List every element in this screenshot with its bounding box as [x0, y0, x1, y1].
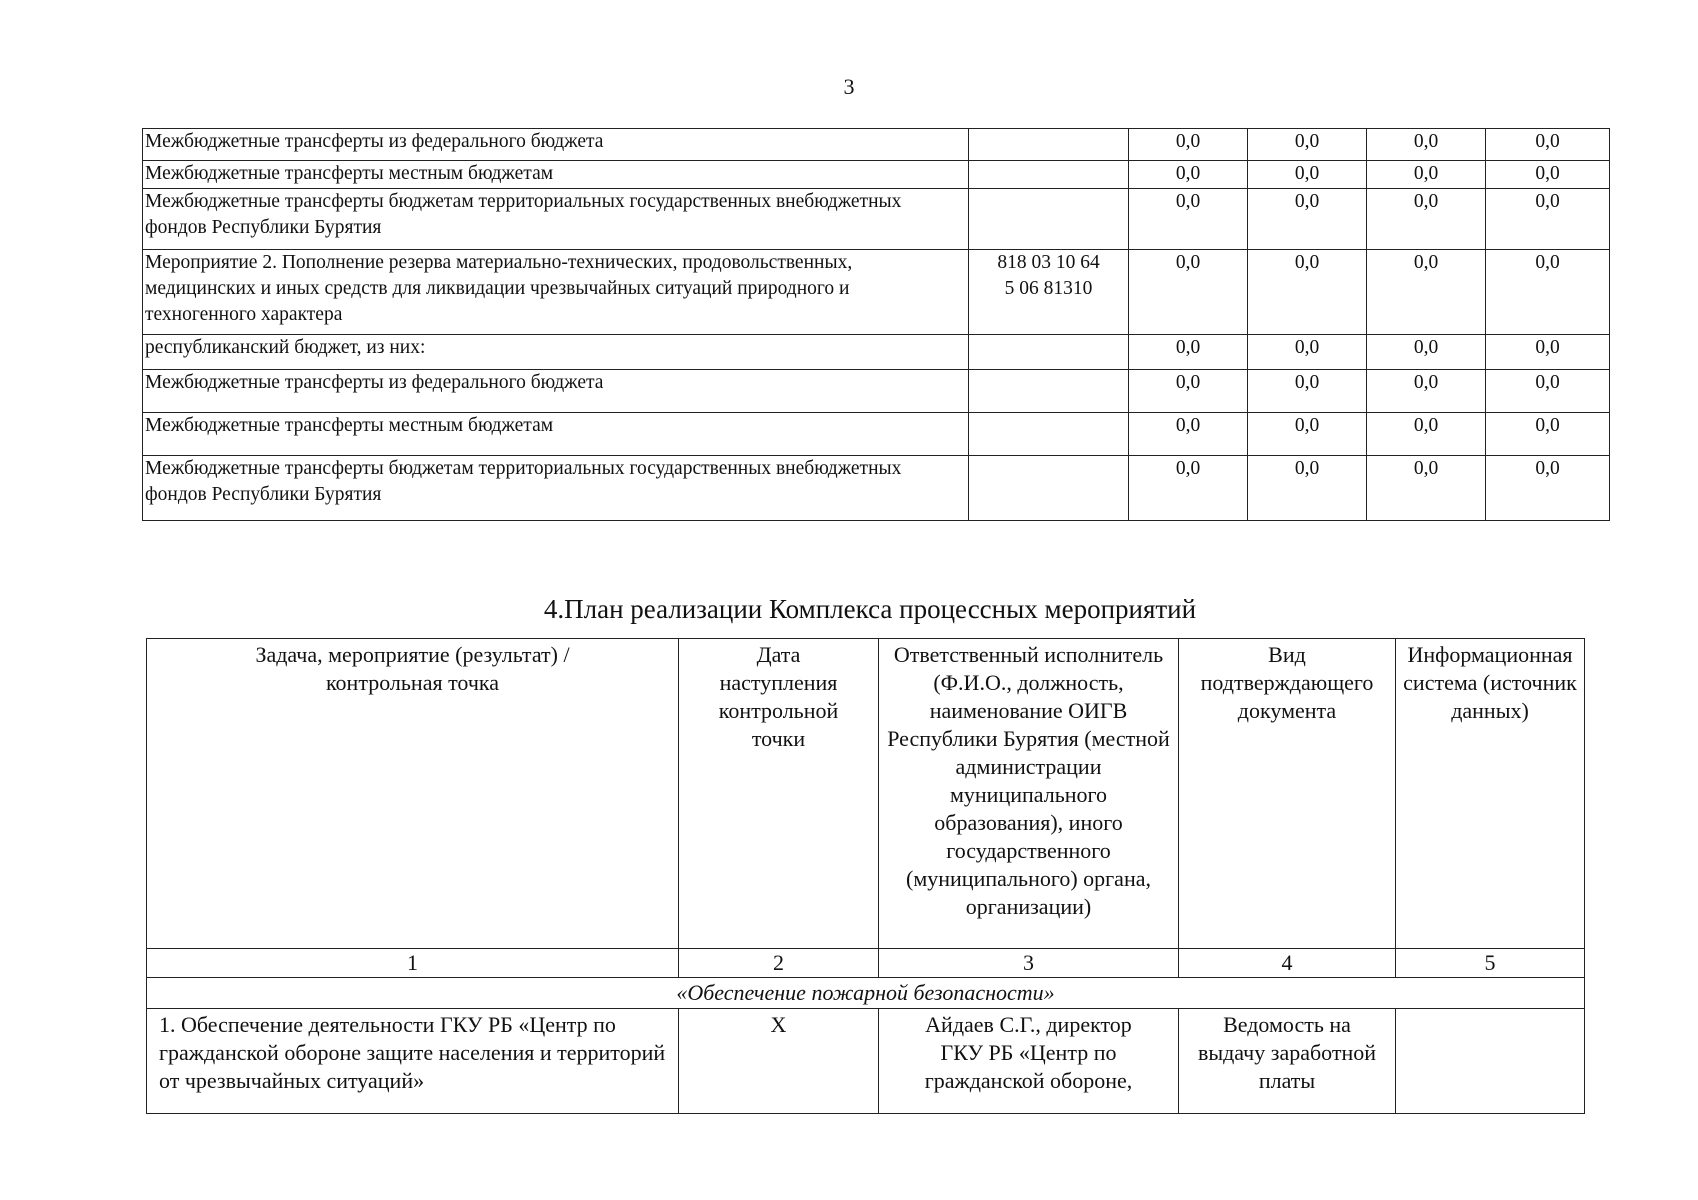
- finance-row: [143, 161, 1610, 189]
- finance-value-cell: 0,0: [1367, 370, 1486, 413]
- finance-value-cell: 0,0: [1129, 250, 1248, 335]
- plan-system: [1396, 1009, 1585, 1114]
- finance-value-cell: 0,0: [1486, 335, 1610, 370]
- finance-value-cell: 0,0: [1367, 129, 1486, 161]
- header-system: Информационная система (источник данных): [1396, 639, 1585, 949]
- finance-row-name: Межбюджетные трансферты местным бюджетам: [143, 161, 969, 189]
- plan-table: [146, 638, 1585, 1114]
- header-document: Вид подтверждающего документа: [1179, 639, 1396, 949]
- finance-value-cell: 0,0: [1248, 335, 1367, 370]
- finance-row-name: Мероприятие 2. Пополнение резерва материально-технических, продовольственных, медицинских и иных средств для ликвидации чрезвычайных ситуаций природного и техногенного характера: [143, 250, 969, 335]
- finance-value-cell: 0,0: [1486, 161, 1610, 189]
- plan-header-row: [147, 639, 1585, 949]
- finance-row: [143, 189, 1610, 250]
- finance-row-code: [969, 456, 1129, 521]
- plan-row: [147, 1009, 1585, 1114]
- finance-row-name: Межбюджетные трансферты бюджетам территориальных государственных внебюджетных фондов Республики Бурятия: [143, 189, 969, 250]
- column-number: 4: [1179, 949, 1396, 978]
- finance-row-name: Межбюджетные трансферты из федерального бюджета: [143, 129, 969, 161]
- page-number: 3: [843, 74, 855, 99]
- finance-value-cell: 0,0: [1248, 250, 1367, 335]
- section-label: «Обеспечение пожарной безопасности»: [147, 978, 1585, 1009]
- finance-value-cell: 0,0: [1486, 413, 1610, 456]
- finance-value-cell: 0,0: [1367, 413, 1486, 456]
- finance-row: [143, 129, 1610, 161]
- finance-value-cell: 0,0: [1367, 161, 1486, 189]
- finance-value-cell: 0,0: [1486, 370, 1610, 413]
- finance-value-cell: 0,0: [1129, 370, 1248, 413]
- column-number: 1: [147, 949, 679, 978]
- finance-value-cell: 0,0: [1248, 413, 1367, 456]
- finance-row-name: республиканский бюджет, из них:: [143, 335, 969, 370]
- finance-row: [143, 370, 1610, 413]
- plan-section-row: [147, 978, 1585, 1009]
- section-title: 4.План реализации Комплекса процессных мероприятий: [543, 594, 1197, 624]
- finance-value-cell: 0,0: [1129, 189, 1248, 250]
- finance-value-cell: 0,0: [1486, 250, 1610, 335]
- finance-value-cell: 0,0: [1486, 456, 1610, 521]
- finance-value-cell: 0,0: [1248, 189, 1367, 250]
- finance-row-code: [969, 413, 1129, 456]
- plan-responsible: Айдаев С.Г., директор ГКУ РБ «Центр по гражданской обороне,: [879, 1009, 1179, 1114]
- finance-value-cell: 0,0: [1248, 456, 1367, 521]
- header-task: Задача, мероприятие (результат) / контрольная точка: [147, 639, 679, 949]
- header-responsible: Ответственный исполнитель (Ф.И.О., должность, наименование ОИГВ Республики Бурятия (местной администрации муниципального образования), иного государственного (муниципального) органа, организации): [879, 639, 1179, 949]
- finance-table: [142, 128, 1610, 521]
- finance-value-cell: 0,0: [1248, 370, 1367, 413]
- finance-value-cell: 0,0: [1367, 335, 1486, 370]
- header-date: Дата наступления контрольной точки: [679, 639, 879, 949]
- plan-document: Ведомость на выдачу заработной платы: [1179, 1009, 1396, 1114]
- finance-value-cell: 0,0: [1367, 456, 1486, 521]
- column-number: 2: [679, 949, 879, 978]
- finance-value-cell: 0,0: [1129, 161, 1248, 189]
- finance-value-cell: 0,0: [1248, 161, 1367, 189]
- finance-row-code: [969, 189, 1129, 250]
- finance-value-cell: 0,0: [1486, 129, 1610, 161]
- finance-row-code: [969, 129, 1129, 161]
- finance-value-cell: 0,0: [1129, 456, 1248, 521]
- column-numbers-row: [147, 949, 1585, 978]
- finance-row: [143, 413, 1610, 456]
- finance-row-name: Межбюджетные трансферты местным бюджетам: [143, 413, 969, 456]
- finance-row-name: Межбюджетные трансферты из федерального бюджета: [143, 370, 969, 413]
- column-number: 5: [1396, 949, 1585, 978]
- finance-value-cell: 0,0: [1129, 413, 1248, 456]
- finance-row: [143, 335, 1610, 370]
- finance-row-code: [969, 335, 1129, 370]
- plan-task: 1. Обеспечение деятельности ГКУ РБ «Центр по гражданской обороне защите населения и территорий от чрезвычайных ситуаций»: [147, 1009, 679, 1114]
- column-number: 3: [879, 949, 1179, 978]
- finance-row-name: Межбюджетные трансферты бюджетам территориальных государственных внебюджетных фондов Республики Бурятия: [143, 456, 969, 521]
- finance-value-cell: 0,0: [1129, 129, 1248, 161]
- finance-value-cell: 0,0: [1367, 250, 1486, 335]
- finance-value-cell: 0,0: [1486, 189, 1610, 250]
- finance-value-cell: 0,0: [1367, 189, 1486, 250]
- finance-row-code: [969, 161, 1129, 189]
- finance-value-cell: 0,0: [1248, 129, 1367, 161]
- finance-value-cell: 0,0: [1129, 335, 1248, 370]
- finance-row: [143, 250, 1610, 335]
- finance-row-code: 818 03 10 64 5 06 81310: [969, 250, 1129, 335]
- finance-row: [143, 456, 1610, 521]
- plan-date: Х: [679, 1009, 879, 1114]
- finance-row-code: [969, 370, 1129, 413]
